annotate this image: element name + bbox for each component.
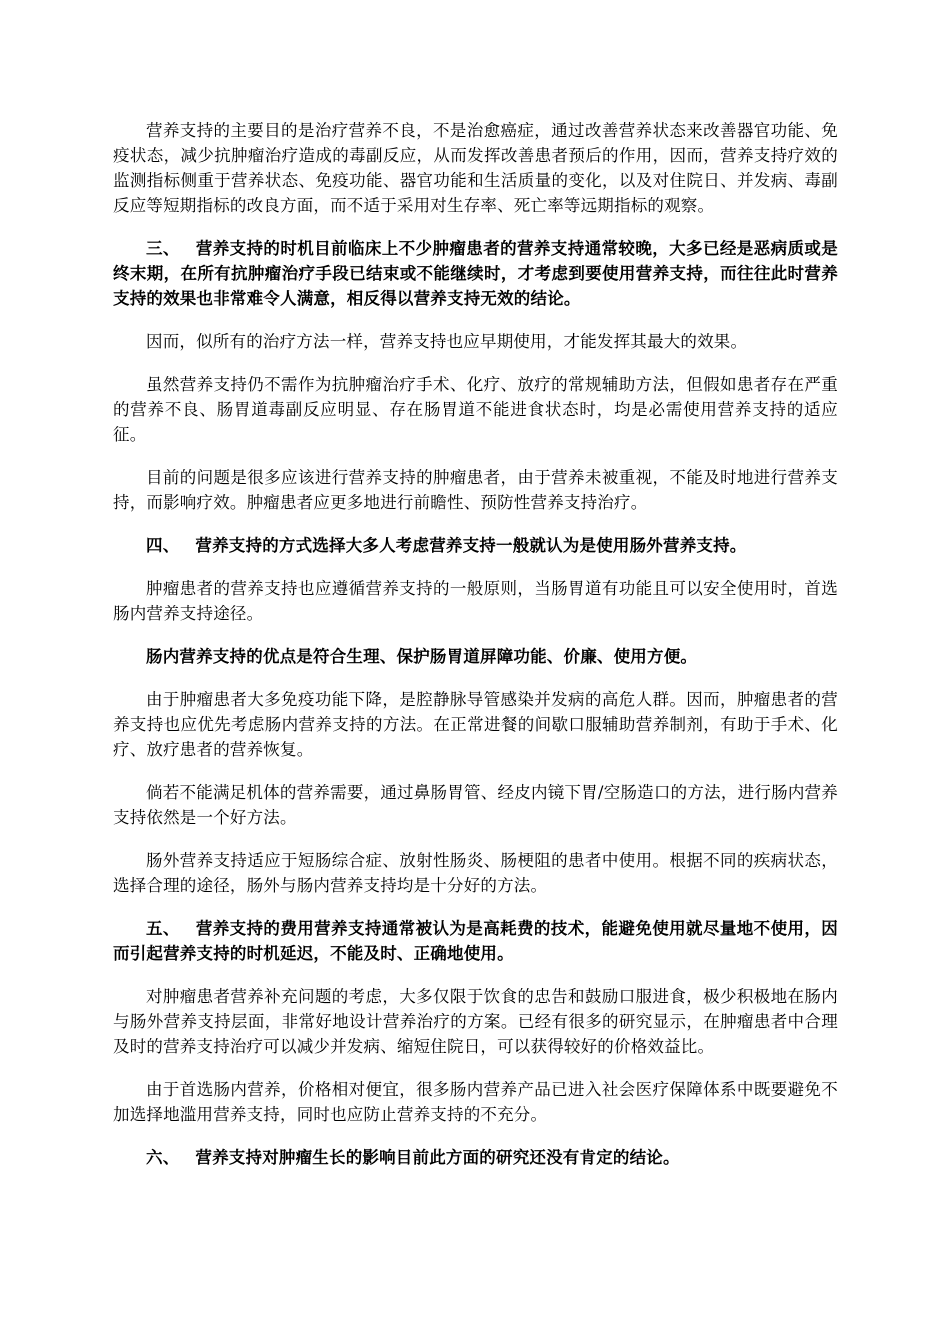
paragraph-text: 倘若不能满足机体的营养需要，通过鼻肠胃管、经皮内镜下胃/空肠造口的方法，进行肠内营养支持依然是一个好方法。 [113, 783, 838, 827]
paragraph-cost-benefit [113, 984, 838, 1059]
section-heading-cost [113, 916, 838, 966]
section-text: 营养支持的费用营养支持通常被认为是高耗费的技术，能避免使用就尽量地不使用，因而引起营养支持的时机延迟，不能及时、正确地使用。 [113, 919, 838, 963]
paragraph-text: 由于肿瘤患者大多免疫功能下降，是腔静脉导管感染并发病的高危人群。因而，肿瘤患者的营养支持也应优先考虑肠内营养支持的方法。在正常进餐的间歇口服辅助营养制剂，有助于手术、化疗、放疗患者的营养恢复。 [113, 690, 838, 759]
paragraph-indications [113, 372, 838, 447]
section-number: 五、 [146, 919, 180, 938]
paragraph-text: 肠内营养支持的优点是符合生理、保护肠胃道屏障功能、价廉、使用方便。 [146, 647, 698, 666]
paragraph-text: 因而，似所有的治疗方法一样，营养支持也应早期使用，才能发挥其最大的效果。 [146, 332, 748, 351]
section-heading-timing [113, 236, 838, 311]
paragraph-text: 肿瘤患者的营养支持也应遵循营养支持的一般原则，当肠胃道有功能且可以安全使用时，首选肠内营养支持途径。 [113, 579, 838, 623]
section-heading-method [113, 533, 838, 558]
section-number: 四、 [146, 536, 180, 555]
paragraph-text: 对肿瘤患者营养补充问题的考虑，大多仅限于饮食的忠告和鼓励口服进食，极少积极地在肠内与肠外营养支持层面，非常好地设计营养治疗的方案。已经有很多的研究显示，在肿瘤患者中合理及时的营养支持治疗可以减少并发病、缩短住院日，可以获得较好的价格效益比。 [113, 987, 838, 1056]
paragraph-text: 由于首选肠内营养，价格相对便宜，很多肠内营养产品已进入社会医疗保障体系中既要避免不加选择地滥用营养支持，同时也应防止营养支持的不充分。 [113, 1080, 838, 1124]
paragraph-text: 目前的问题是很多应该进行营养支持的肿瘤患者，由于营养未被重视，不能及时地进行营养支持，而影响疗效。肿瘤患者应更多地进行前瞻性、预防性营养支持治疗。 [113, 468, 838, 512]
section-text: 营养支持的方式选择大多人考虑营养支持一般就认为是使用肠外营养支持。 [195, 536, 747, 555]
section-text: 营养支持对肿瘤生长的影响目前此方面的研究还没有肯定的结论。 [195, 1148, 680, 1167]
section-heading-tumor-growth [113, 1145, 838, 1170]
paragraph-immune-risk [113, 687, 838, 762]
paragraph-early-use [113, 329, 838, 354]
section-text: 营养支持的时机目前临床上不少肿瘤患者的营养支持通常较晚，大多已经是恶病质或是终末期，在所有抗肿瘤治疗手段已结束或不能继续时，才考虑到要使用营养支持，而往往此时营养支持的效果也非常难令人满意，相反得以营养支持无效的结论。 [113, 239, 838, 308]
paragraph-text: 营养支持的主要目的是治疗营养不良，不是治愈癌症，通过改善营养状态来改善器官功能、免疫状态，减少抗肿瘤治疗造成的毒副反应，从而发挥改善患者预后的作用，因而，营养支持疗效的监测指标侧重于营养状态、免疫功能、器官功能和生活质量的变化，以及对住院日、并发病、毒副反应等短期指标的改良方面，而不适于采用对生存率、死亡率等远期指标的观察。 [113, 121, 838, 215]
paragraph-enteral-price [113, 1077, 838, 1127]
paragraph-general-principle [113, 576, 838, 626]
paragraph-text: 肠外营养支持适应于短肠综合症、放射性肠炎、肠梗阻的患者中使用。根据不同的疾病状态，选择合理的途径，肠外与肠内营养支持均是十分好的方法。 [113, 851, 838, 895]
paragraph-enteral-advantages [113, 644, 838, 669]
paragraph-tube-feeding [113, 780, 838, 830]
section-number: 三、 [146, 239, 180, 258]
paragraph-parenteral [113, 848, 838, 898]
paragraph-nutrition-goal [113, 118, 838, 218]
section-number: 六、 [146, 1148, 180, 1167]
paragraph-text: 虽然营养支持仍不需作为抗肿瘤治疗手术、化疗、放疗的常规辅助方法，但假如患者存在严重的营养不良、肠胃道毒副反应明显、存在肠胃道不能进食状态时，均是必需使用营养支持的适应征。 [113, 375, 838, 444]
paragraph-current-problem [113, 465, 838, 515]
